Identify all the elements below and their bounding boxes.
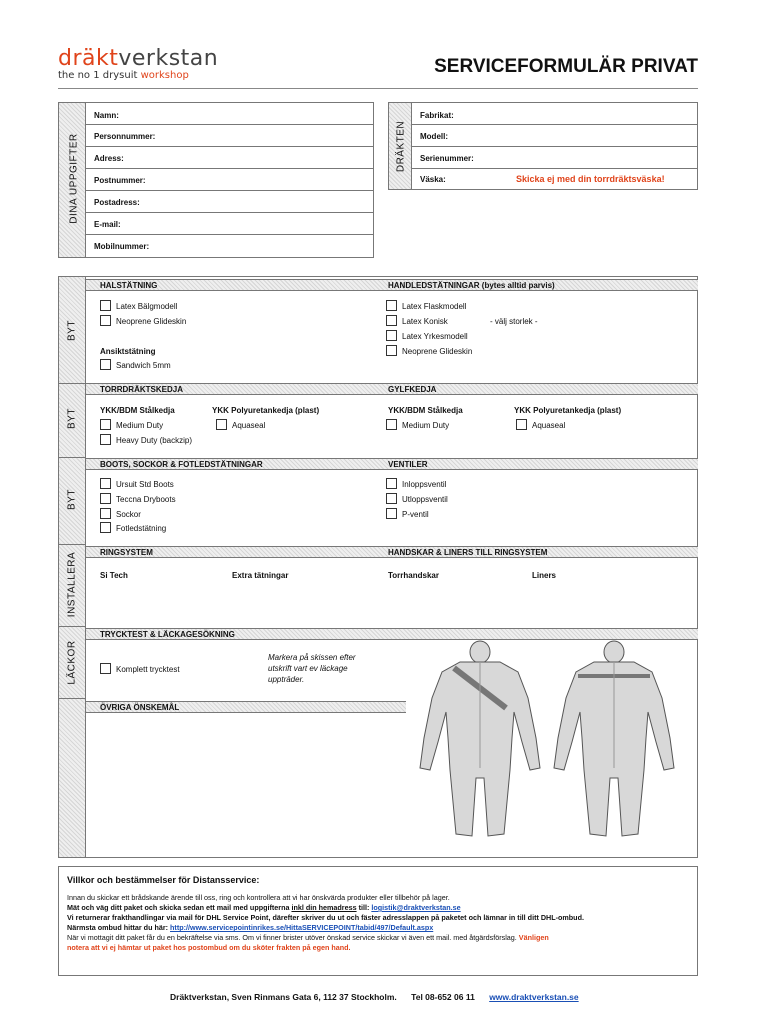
- byt3-side-label: BYT: [66, 489, 78, 510]
- field-personnummer[interactable]: Personnummer:: [86, 125, 373, 147]
- field-email[interactable]: E-mail:: [86, 213, 373, 235]
- personal-fields: [86, 102, 374, 258]
- checkbox-neoprene-glideskin-neck[interactable]: [100, 315, 111, 326]
- page-title: SERVICEFORMULÄR PRIVAT: [434, 56, 698, 77]
- footer-address: Dräktverkstan, Sven Rinmans Gata 6, 112 37 Stockholm.: [170, 992, 397, 1002]
- checkbox-aquaseal-fly[interactable]: [516, 419, 527, 430]
- checkbox-heavy-duty[interactable]: [100, 434, 111, 445]
- checkbox-aquaseal-suit[interactable]: [216, 419, 227, 430]
- checkbox-medium-duty-fly[interactable]: [386, 419, 397, 430]
- checkbox-sandwich-5mm[interactable]: [100, 359, 111, 370]
- handskar-heading: HANDSKAR & LINERS TILL RINGSYSTEM: [388, 548, 548, 557]
- checkbox-ursuit-boots[interactable]: [100, 478, 111, 489]
- checkbox-utloppsventil[interactable]: [386, 493, 397, 504]
- option-liners[interactable]: Liners: [532, 571, 557, 580]
- field-modell[interactable]: Modell:: [412, 125, 697, 147]
- field-namn[interactable]: Namn:: [86, 103, 373, 125]
- checkbox-teccna-dryboots[interactable]: [100, 493, 111, 504]
- checkbox-medium-duty[interactable]: [100, 419, 111, 430]
- install-side-label: INSTALLERA: [66, 551, 78, 618]
- boots-heading: BOOTS, SOCKOR & FOTLEDSTÄTNINGAR: [100, 460, 263, 469]
- other-wishes-area[interactable]: [87, 714, 405, 857]
- servicepoint-link[interactable]: http://www.servicepointinrikes.se/HittaSERVICEPOINT/tabid/497/Default.aspx: [170, 923, 434, 932]
- checkbox-latex-konisk[interactable]: [386, 315, 397, 326]
- option-extra-tatningar[interactable]: Extra tätningar: [232, 571, 289, 580]
- footer-web-link[interactable]: www.draktverkstan.se: [489, 992, 579, 1002]
- drysuit-back-sketch[interactable]: [548, 638, 682, 844]
- field-mobilnummer[interactable]: Mobilnummer:: [94, 242, 150, 251]
- checkbox-komplett-trycktest[interactable]: [100, 663, 111, 674]
- ringsystem-heading: RINGSYSTEM: [100, 548, 153, 557]
- halstatning-heading: HALSTÄTNING: [100, 281, 158, 290]
- ventiler-heading: VENTILER: [388, 460, 428, 469]
- checkbox-latex-yrkesmodell[interactable]: [386, 330, 397, 341]
- option-si-tech[interactable]: Si Tech: [100, 571, 128, 580]
- logistik-email-link[interactable]: logistik@draktverkstan.se: [371, 903, 461, 912]
- drysuit-front-sketch[interactable]: [414, 638, 548, 844]
- terms-box: Villkor och bestämmelser för Distansservice: Innan du skickar ett brådskande ärende till oss, ring och kontrollera att vi har önskvärda produkter eller tillbehör på lager. Mät och väg ditt paket och skicka sedan ett mail med uppgifterna inkl din hemadress till: logistik@draktverkstan.se Vi returnerar frakthandlingar via mail för DHL Service Point, därefter skriver du ut och fäster adresslappen på paketet och lämnar in till ditt DHL-ombud. Närmsta ombud hittar du här: http://www.servicepointinrikes.se/HittaSERVICEPOINT/tabid/497/Default.aspx När vi mottagit ditt paket får du en bekräftelse via sms. Om vi finner brister utöver önskad service skickar vi även ett mail. med åtgärdsförslag. Vänligen notera att vi ej hämtar ut paket hos postombud om du sköter frakten på egen hand.: [58, 866, 698, 976]
- logo-wordmark: dräktverkstan: [58, 46, 219, 71]
- size-note: - välj storlek -: [490, 317, 538, 326]
- bag-note: Skicka ej med din torrdräktsväska!: [516, 174, 665, 184]
- byt2-side-label: BYT: [66, 408, 78, 429]
- footer: [170, 992, 579, 1002]
- checkbox-inloppsventil[interactable]: [386, 478, 397, 489]
- logo-tagline: the no 1 drysuit workshop: [58, 70, 189, 81]
- ovriga-heading: ÖVRIGA ÖNSKEMÅL: [100, 703, 180, 712]
- field-fabrikat[interactable]: Fabrikat:: [412, 103, 697, 125]
- torrdraktskedja-heading: TORRDRÄKTSKEDJA: [100, 385, 183, 394]
- suit-fields: [412, 102, 698, 190]
- checkbox-latex-flaskmodell[interactable]: [386, 300, 397, 311]
- checkbox-neoprene-glideskin-wrist[interactable]: [386, 345, 397, 356]
- field-postadress[interactable]: Postadress:: [86, 191, 373, 213]
- header-divider: [58, 88, 698, 89]
- gylfkedja-heading: GYLFKEDJA: [388, 385, 437, 394]
- suit-side-label: DRÄKTEN: [388, 102, 412, 190]
- handled-heading: HANDLEDSTÄTNINGAR (bytes alltid parvis): [388, 281, 555, 290]
- checkbox-sockor[interactable]: [100, 508, 111, 519]
- field-adress[interactable]: Adress:: [86, 147, 373, 169]
- sketch-instruction: Markera på skissen efter utskrift vart ev läckage uppträder.: [268, 653, 356, 684]
- trycktest-heading: TRYCKTEST & LÄCKAGESÖKNING: [100, 630, 235, 639]
- ansiktstatning-label: Ansiktstätning: [100, 347, 156, 356]
- leak-side-label: LÄCKOR: [66, 640, 78, 685]
- terms-title: Villkor och bestämmelser för Distansservice:: [67, 875, 260, 885]
- field-vaska[interactable]: Väska: Skicka ej med din torrdräktsväska!: [420, 174, 665, 184]
- option-torrhandskar[interactable]: Torrhandskar: [388, 571, 439, 580]
- footer-phone: Tel 08-652 06 11: [411, 992, 475, 1002]
- checkbox-latex-balgmodell[interactable]: [100, 300, 111, 311]
- field-postnummer[interactable]: Postnummer:: [86, 169, 373, 191]
- personal-side-label: DINA UPPGIFTER: [58, 102, 86, 258]
- checkbox-p-ventil[interactable]: [386, 508, 397, 519]
- checkbox-fotledstatning[interactable]: [100, 522, 111, 533]
- field-serienummer[interactable]: Serienummer:: [412, 147, 697, 169]
- byt1-side-label: BYT: [66, 320, 78, 341]
